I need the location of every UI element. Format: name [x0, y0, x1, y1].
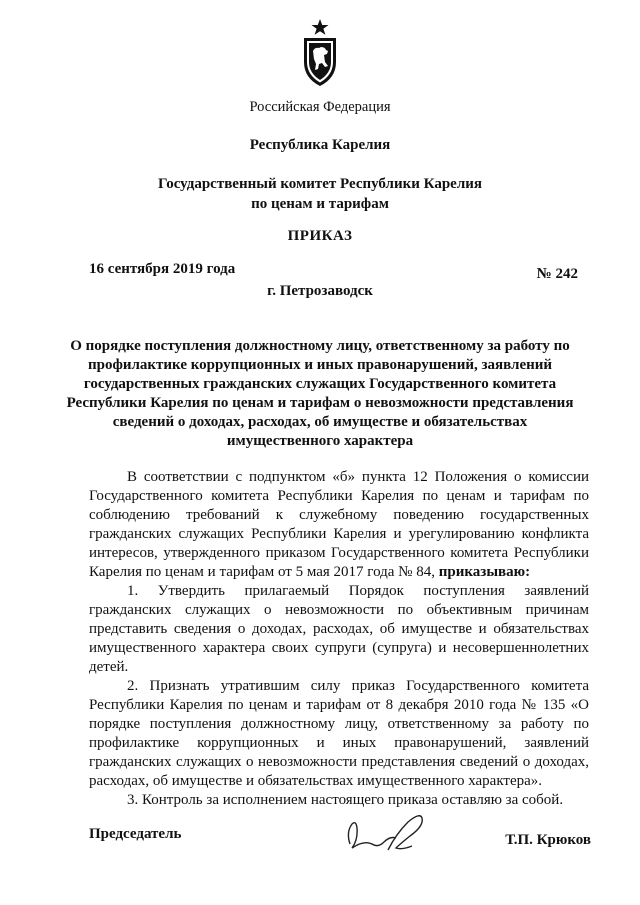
- preamble-text: В соответствии с подпунктом «б» пункта 12 Положения о комиссии Государственного комитета Республики Карелия по ценам и тарифам по соблюдению требований к служебному поведению государственных гражданских служащих Республики Карелия и урегулированию конфликта интересов, утвержденного приказом Государственного комитета Республики Карелия по ценам и тарифам от 5 мая 2017 года № 84,: [89, 469, 589, 580]
- handwritten-signature: [338, 810, 438, 856]
- committee-name: [0, 174, 640, 214]
- preamble-action: приказываю:: [438, 564, 531, 580]
- order-date: 16 сентября 2019 года: [89, 261, 236, 277]
- document-type: ПРИКАЗ: [287, 228, 353, 244]
- preamble-paragraph: [89, 468, 589, 582]
- order-title: О порядке поступления должностному лицу, ответственному за работу по профилактике коррупционных и иных правонарушений, заявлений государственных гражданских служащих Государственного комитета Республики Карелия по ценам и тарифам о невозможности представления сведений о доходах, расходах, об имуществе и обязательствах имущественного характера: [66, 338, 574, 449]
- order-body: [89, 468, 589, 810]
- order-item-2: 2. Признать утратившим силу приказ Государственного комитета Республики Карелия по ценам и тарифам от 8 декабря 2010 года № 135 «О порядке поступления должностному лицу, ответственному за работу по профилактике коррупционных и иных правонарушений, заявлений гражданских служащих о невозможности представления сведений о доходах, расходах, об имуществе и обязательствах имущественного характера».: [89, 678, 589, 789]
- republic-name: Республика Карелия: [249, 137, 391, 153]
- signatory-name: Т.П. Крюков: [505, 832, 591, 848]
- committee-line-2: по ценам и тарифам: [251, 196, 389, 212]
- order-city: г. Петрозаводск: [267, 283, 373, 299]
- signatory-role: Председатель: [89, 826, 182, 842]
- order-item-3: 3. Контроль за исполнением настоящего приказа оставляю за собой.: [127, 792, 564, 808]
- country-name: Российская Федерация: [249, 99, 391, 115]
- committee-line-1: Государственный комитет Республики Карелия: [158, 176, 482, 192]
- order-number: № 242: [536, 266, 578, 282]
- order-item-1: 1. Утвердить прилагаемый Порядок поступления заявлений гражданских служащих о невозможности по объективным причинам представить сведения о доходах, расходах, об имуществе и обязательствах имущественного характера своих супруги (супруга) и несовершеннолетних детей.: [89, 583, 589, 675]
- coat-of-arms-icon: [300, 18, 340, 88]
